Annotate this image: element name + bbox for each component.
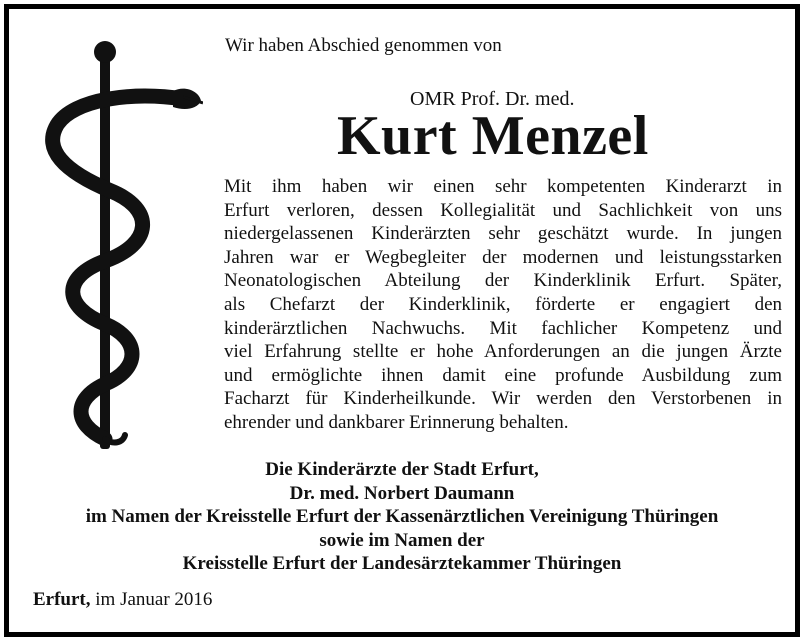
tribute-line: niedergelassenen Kinderärzten sehr geschätzt wurde. In jungen xyxy=(224,223,782,245)
date: im Januar 2016 xyxy=(95,589,213,610)
signatory-line: sowie im Namen der xyxy=(319,529,485,551)
tribute-text xyxy=(224,175,782,435)
tribute-line: ehrender und dankbarer Erinnerung behalten. xyxy=(224,411,569,433)
tribute-line: Neonatologischen Abteilung der Kinderklinik Erfurt. Später, xyxy=(224,270,782,292)
tribute-line: Erfurt verloren, dessen Kollegialität und Sachlichkeit von uns xyxy=(224,199,782,221)
academic-title: OMR Prof. Dr. med. xyxy=(410,88,575,110)
staff-of-asclepius-icon xyxy=(33,39,203,451)
tribute-line: Mit ihm haben wir einen sehr kompetenten Kinderarzt in xyxy=(224,176,782,197)
tribute-line: Jahren war er Wegbegleiter der modernen und leistungsstarken xyxy=(224,246,782,268)
place: Erfurt, xyxy=(33,589,91,610)
obituary-notice xyxy=(4,4,800,637)
signatories xyxy=(9,458,795,576)
place-date xyxy=(33,589,212,611)
deceased-name: Kurt Menzel xyxy=(337,105,649,167)
signatory-line: im Namen der Kreisstelle Erfurt der Kassenärztlichen Vereinigung Thüringen xyxy=(85,506,719,528)
tribute-line: Facharzt für Kinderheilkunde. Wir werden den Verstorbenen in xyxy=(224,388,782,410)
signatory-line: Dr. med. Norbert Daumann xyxy=(289,482,515,504)
tribute-line: als Chefarzt der Kinderklinik, förderte er engagiert den xyxy=(224,293,782,315)
signatory-line: Die Kinderärzte der Stadt Erfurt, xyxy=(265,459,539,480)
tribute-line: kinderärztlichen Nachwuchs. Mit fachlicher Kompetenz und xyxy=(224,317,782,339)
tribute-line: viel Erfahrung stellte er hohe Anforderungen an die jungen Ärzte xyxy=(224,341,782,363)
tribute-line: und ermöglichte ihnen damit eine profunde Ausbildung zum xyxy=(224,364,782,386)
signatory-line: Kreisstelle Erfurt der Landesärztekammer Thüringen xyxy=(182,553,622,575)
intro-text: Wir haben Abschied genommen von xyxy=(225,35,502,56)
